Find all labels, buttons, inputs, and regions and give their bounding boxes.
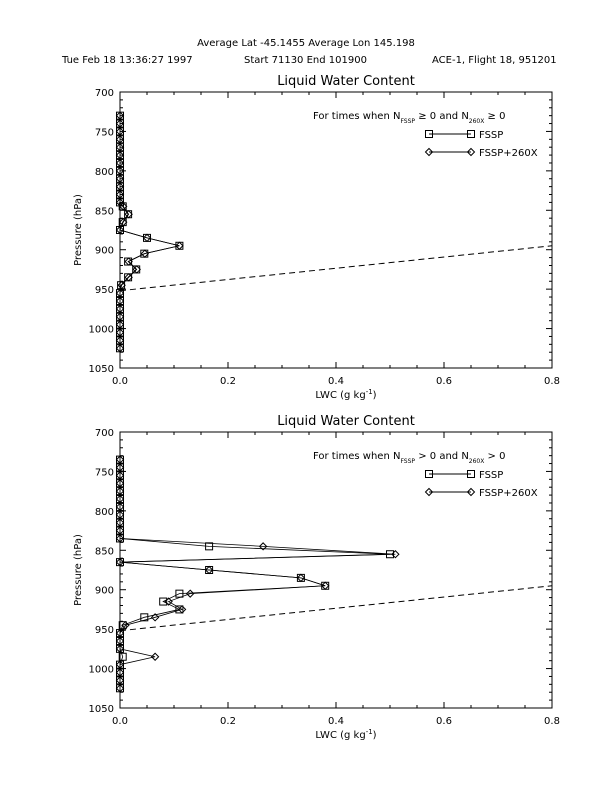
x-tick-label: 0.0: [112, 716, 128, 727]
condition-text: For times when $N_{FSSP} \ge 0$ and $N_{260X} \ge 0$: [313, 111, 506, 125]
x-tick-label: 0.6: [436, 376, 452, 387]
y-tick-label: 850: [94, 206, 114, 218]
y-tick-label: 750: [94, 127, 114, 139]
series-line-fssp-260x: [120, 460, 395, 689]
series-line-fssp: [120, 116, 179, 349]
y-tick-label: 700: [94, 88, 114, 99]
chart-panel-1: [73, 74, 560, 401]
legend-label: FSSP: [479, 470, 504, 481]
x-axis-label: LWC (g $kg^{-1}$): [315, 388, 377, 401]
y-tick-label: 1050: [88, 364, 114, 375]
legend-label: FSSP+260X: [479, 488, 538, 499]
x-tick-label: 0.2: [220, 716, 236, 727]
x-axis-label: LWC (g $kg^{-1}$): [315, 728, 377, 741]
y-tick-label: 1000: [88, 324, 114, 336]
chart-panel-2: [73, 414, 560, 741]
y-tick-label: 1000: [88, 664, 114, 676]
x-tick-label: 0.4: [328, 716, 344, 727]
header-start-end: Start 71130 End 101900: [244, 55, 367, 66]
y-axis-label: Pressure (hPa): [73, 534, 84, 606]
y-tick-label: 900: [94, 245, 114, 257]
y-tick-label: 800: [94, 166, 114, 178]
reference-dashed-line: [120, 246, 552, 291]
header-flight: ACE-1, Flight 18, 951201: [432, 55, 557, 66]
legend-label: FSSP+260X: [479, 148, 538, 159]
y-tick-label: 1050: [88, 704, 114, 715]
y-tick-label: 700: [94, 428, 114, 439]
x-tick-label: 0.2: [220, 376, 236, 387]
header-datetime: Tue Feb 18 13:36:27 1997: [62, 55, 193, 66]
x-tick-label: 0.6: [436, 716, 452, 727]
y-tick-label: 950: [94, 285, 114, 297]
y-tick-label: 950: [94, 625, 114, 637]
header-location: Average Lat -45.1455 Average Lon 145.198: [197, 38, 415, 49]
y-tick-label: 850: [94, 546, 114, 558]
series-line-fssp-260x: [120, 116, 179, 349]
x-tick-label: 0.4: [328, 376, 344, 387]
chart-title: Liquid Water Content: [277, 74, 415, 89]
y-axis-label: Pressure (hPa): [73, 194, 84, 266]
x-tick-label: 0.0: [112, 376, 128, 387]
y-tick-label: 900: [94, 585, 114, 597]
condition-text: For times when $N_{FSSP} > 0$ and $N_{260X} > 0$: [313, 451, 506, 465]
chart-title: Liquid Water Content: [277, 414, 415, 429]
legend-label: FSSP: [479, 130, 504, 141]
x-tick-label: 0.8: [544, 376, 560, 387]
x-tick-label: 0.8: [544, 716, 560, 727]
y-tick-label: 800: [94, 506, 114, 518]
y-tick-label: 750: [94, 467, 114, 479]
